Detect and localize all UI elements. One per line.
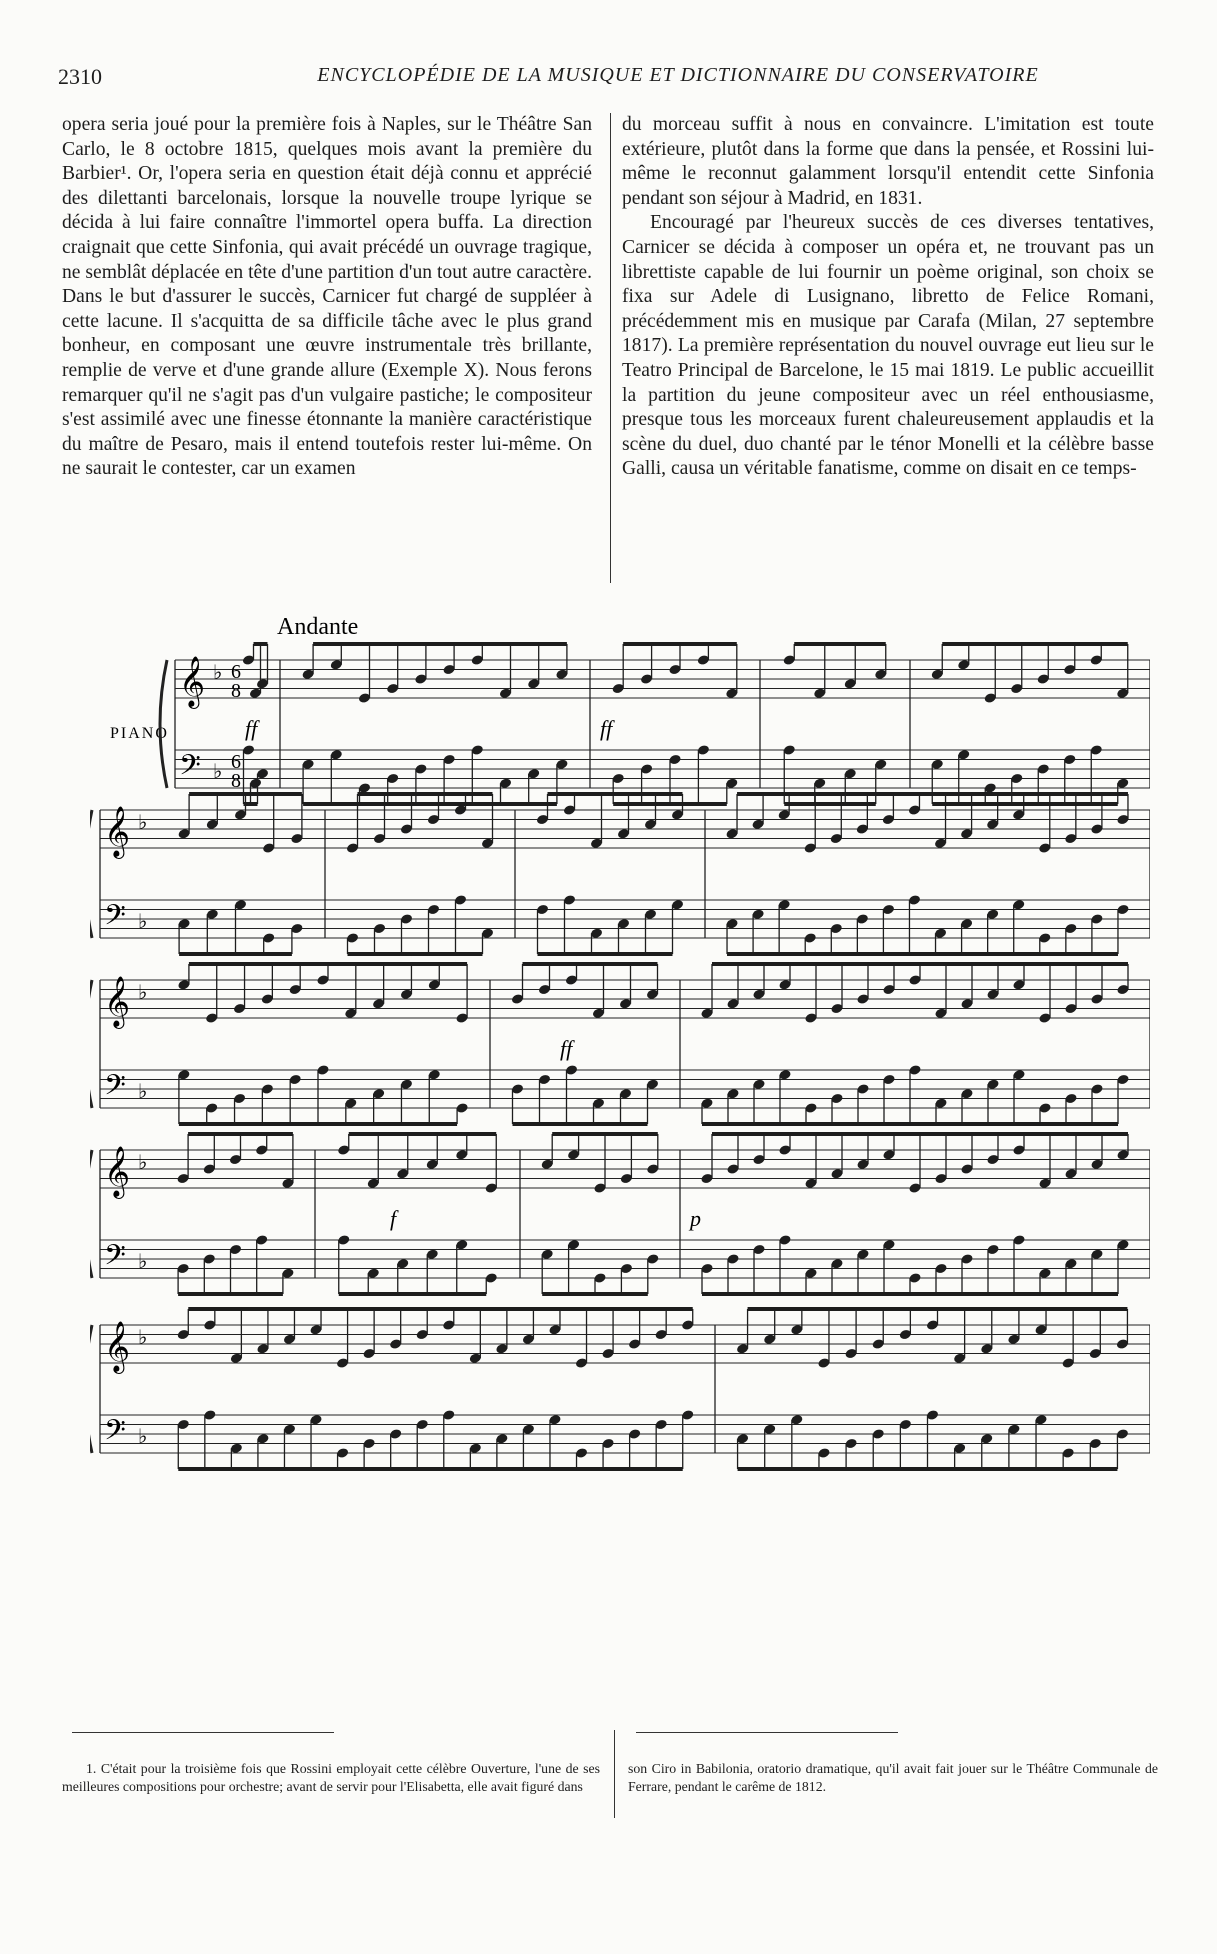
flat-sign-icon: ♭ <box>138 1081 148 1103</box>
bass-clef-icon: 𝄢 <box>104 1071 126 1108</box>
piano-score-notation <box>90 610 1150 1650</box>
bass-clef-icon: 𝄢 <box>104 1416 126 1453</box>
treble-clef-icon: 𝄞 <box>179 657 206 706</box>
dynamic-marking: f <box>390 1206 397 1231</box>
footnote-right <box>628 1760 1158 1796</box>
flat-sign-icon: ♭ <box>138 911 148 933</box>
footnote-rule-right <box>636 1732 898 1733</box>
treble-clef-icon: 𝄞 <box>104 807 131 856</box>
flat-sign-icon: ♭ <box>138 1327 148 1349</box>
instrument-label: PIANO <box>110 725 169 742</box>
footnote-left <box>62 1760 600 1796</box>
system-brace <box>90 1150 92 1278</box>
flat-sign-icon: ♭ <box>138 1152 148 1174</box>
flat-sign-icon: ♭ <box>138 1426 148 1448</box>
right-paragraph-2: Encouragé par l'heureux succès de ces diverses tentatives, Carnicer se décida à composer un opéra et, ne trouvant pas un librettiste capable de lui fournir un poème original, son choix se fixa sur Adele di Lusignano, libretto de Felice Romani, précédemment mis en musique par Carafa (Milan, 27 septembre 1817). La première représentation du nouvel ouvrage eut lieu sur le Teatro Principal de Barcelone, le 15 mai 1819. Le public accueillit la partition du jeune compositeur avec un réel enthousiasme, presque tous les morceaux furent chaleureusement applaudis et la scène du duel, duo chanté par le ténor Monelli et la célèbre basse Galli, causa un véritable fanatisme, comme on disait en ce temps- <box>622 212 1154 480</box>
right-column <box>622 113 1154 482</box>
footnote-1-continuation: son Ciro in Babilonia, oratorio dramatique, qu'il avait fait jouer sur le Théâtre Communale de Ferrare, pendant le carême de 1812. <box>628 1761 1158 1794</box>
time-signature-bottom: 8 <box>231 770 241 792</box>
flat-sign-icon: ♭ <box>138 1251 148 1273</box>
treble-clef-icon: 𝄞 <box>104 1147 131 1196</box>
tempo-marking: Andante <box>277 614 359 640</box>
dynamic-marking: ff <box>245 716 258 741</box>
time-signature-bottom: 8 <box>231 680 241 702</box>
footnote-1-text: 1. C'était pour la troisième fois que Rossini employait cette célèbre Ouverture, l'une de ses meilleures compositions pour orchestre; avant de servir pour l'Elisabetta, elle avait figuré dans <box>62 1761 600 1794</box>
flat-sign-icon: ♭ <box>138 982 148 1004</box>
flat-sign-icon: ♭ <box>213 662 223 684</box>
page-number: 2310 <box>58 64 102 89</box>
right-paragraph-1: du morceau suffit à nous en convaincre. L'imitation est toute extérieure, plutôt dans la forme que dans la pensée, et Rossini lui-même le reconnut galamment lorsqu'il entendit cette Sinfonia pendant son séjour à Madrid, en 1831. <box>622 114 1154 209</box>
dynamic-marking: p <box>690 1206 701 1231</box>
bass-clef-icon: 𝄢 <box>104 1241 126 1278</box>
left-column <box>62 113 592 482</box>
system-brace <box>160 660 167 788</box>
page-header <box>58 64 1158 94</box>
flat-sign-icon: ♭ <box>138 812 148 834</box>
footnote-rule-left <box>72 1732 334 1733</box>
time-signature-top: 6 <box>231 661 241 683</box>
system-brace <box>90 1325 92 1453</box>
time-signature-top: 6 <box>231 751 241 773</box>
treble-clef-icon: 𝄞 <box>104 977 131 1026</box>
dynamic-marking: ff <box>560 1036 573 1061</box>
flat-sign-icon: ♭ <box>213 761 223 783</box>
column-divider <box>610 113 611 583</box>
running-title: ENCYCLOPÉDIE DE LA MUSIQUE ET DICTIONNAIRE DU CONSERVATOIRE <box>317 64 1039 86</box>
bass-clef-icon: 𝄢 <box>104 901 126 938</box>
left-paragraph: opera seria joué pour la première fois à Naples, sur le Théâtre San Carlo, le 8 octobre 1815, quelques mois avant la première du Barbier¹. Or, l'opera seria en question était déjà connu et apprécié des dilettanti barcelonais, lorsque la nouvelle troupe lyrique se décida à lui faire connaître l'immortel opera buffa. La direction craignait que cette Sinfonia, qui avait précédé un ouvrage tragique, ne semblât déplacée en tête d'une partition d'un tout autre caractère. Dans le but d'assurer le succès, Carnicer fut chargé de suppléer à cette lacune. Il s'acquitta de sa difficile tâche avec le plus grand bonheur, en composant une œuvre instrumentale très brillante, remplie de verve et d'une grande allure (Exemple X). Nous ferons remarquer qu'il ne s'agit pas d'un vulgaire pastiche; le compositeur s'est assimilé avec une finesse étonnante la manière caractéristique du maître de Pesaro, mais il entend toutefois rester lui-même. On ne saurait le contester, car un examen <box>62 114 592 480</box>
footnote-divider <box>614 1730 615 1818</box>
dynamic-marking: ff <box>600 716 613 741</box>
system-brace <box>90 810 92 938</box>
system-brace <box>90 980 92 1108</box>
music-score <box>90 610 1150 1650</box>
bass-clef-icon: 𝄢 <box>179 751 201 788</box>
treble-clef-icon: 𝄞 <box>104 1322 131 1371</box>
